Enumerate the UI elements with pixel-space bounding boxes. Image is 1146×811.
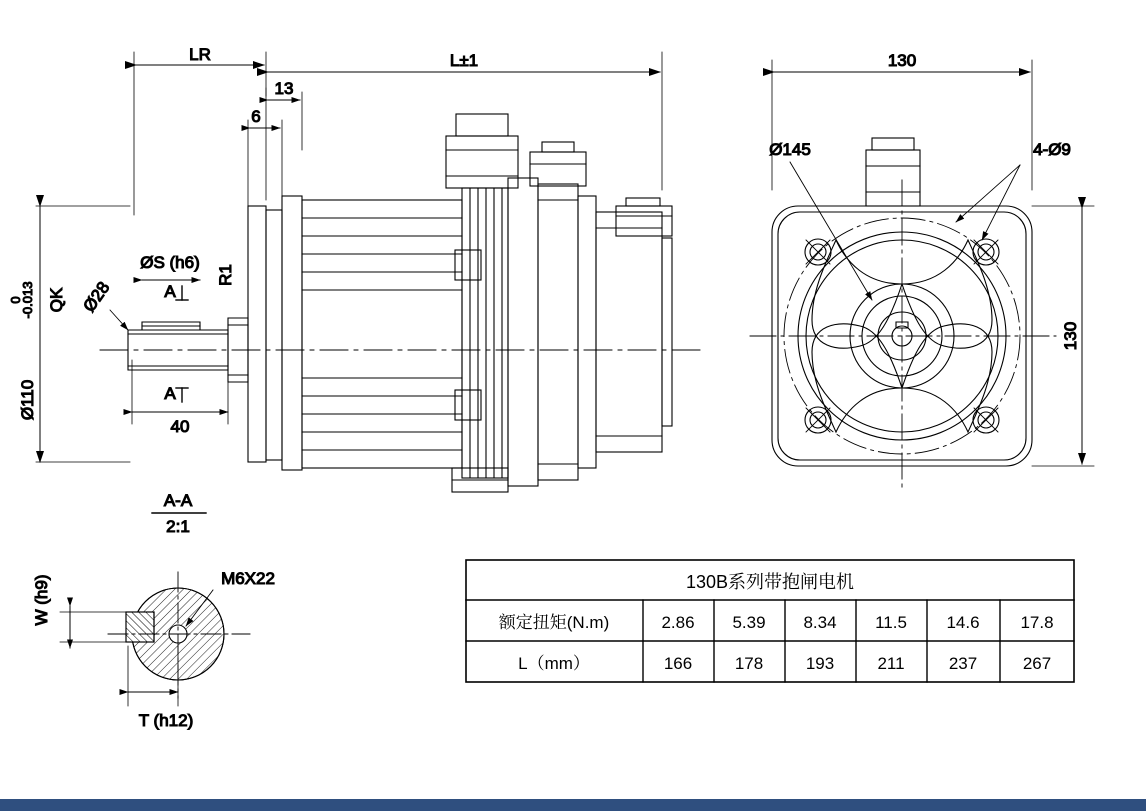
table-cell: 2.86 [661,613,695,632]
dim-l-label: L±1 [449,51,479,70]
section-a-a [32,491,275,730]
leader-d145 [790,162,872,300]
dim-lr-label: LR [189,45,211,64]
brake-housing [462,178,596,486]
table-cell: 5.39 [732,613,766,632]
section-key-hatch [126,612,154,642]
dim-ds-label: QK [47,287,66,313]
dim-d110-tol-upper: 0 [8,296,23,304]
section-scale: 2:1 [166,517,190,536]
motor-flange [248,206,282,462]
table-cell: 11.5 [875,613,907,632]
mounting-hole-bl [805,407,831,433]
label-w-h9: W (h9) [32,574,51,626]
dim-holes-label: 4-Ø9 [1033,140,1071,159]
centerline-front [750,180,1056,492]
table-cell: 237 [948,654,978,673]
bottom-accent-bar [0,799,1146,811]
label-m6x22: M6X22 [221,569,275,588]
dim-front-height-label: 130 [1061,321,1080,351]
dim-d110-tol-lower: -0.013 [20,281,35,319]
table-row-header-length: L（mm） [518,654,590,673]
table-cell: 267 [1022,654,1052,673]
dim-front-width-label: 130 [887,51,917,70]
table-row-header-torque: 额定扭矩(N.m) [498,613,610,632]
table-cell: 178 [734,654,764,673]
dim-40-label: 40 [170,417,190,436]
table-cell: 14.6 [946,613,980,632]
motor-body [282,196,481,470]
connector-power [446,114,518,188]
table-cell: 17.8 [1020,613,1054,632]
dim-d110-label: Ø110 [18,379,37,421]
section-mark-a-top: A [164,282,176,301]
dim-d110 [36,206,130,462]
dim-qk-label: ØS (h6) [140,253,200,272]
connector-encoder [616,198,672,236]
dim-d28-label: R1 [216,264,235,286]
table-title: 130B系列带抱闸电机 [685,572,855,592]
side-view [8,45,700,492]
label-t-h12: T (h12) [138,711,194,730]
dim-r1-label: Ø28 [79,278,114,316]
encoder-section [596,212,672,452]
section-mark-a-bottom: A [164,384,176,403]
front-connector [866,138,920,206]
leader-holes-1 [982,165,1020,240]
dim-d145-label: Ø145 [769,140,811,159]
mounting-hole-tl [805,239,831,265]
table-cell: 166 [663,654,693,673]
table-cell: 8.34 [803,613,837,632]
table-cell: 193 [805,654,835,673]
dim-6-label: 6 [251,107,261,126]
bottom-terminal [452,468,508,492]
section-caption: A-A [163,491,193,510]
mounting-hole-tr [973,239,999,265]
dim-13-label: 13 [274,79,294,98]
table-cell: 211 [877,654,905,673]
mounting-hole-br [973,407,999,433]
front-view [750,51,1094,492]
